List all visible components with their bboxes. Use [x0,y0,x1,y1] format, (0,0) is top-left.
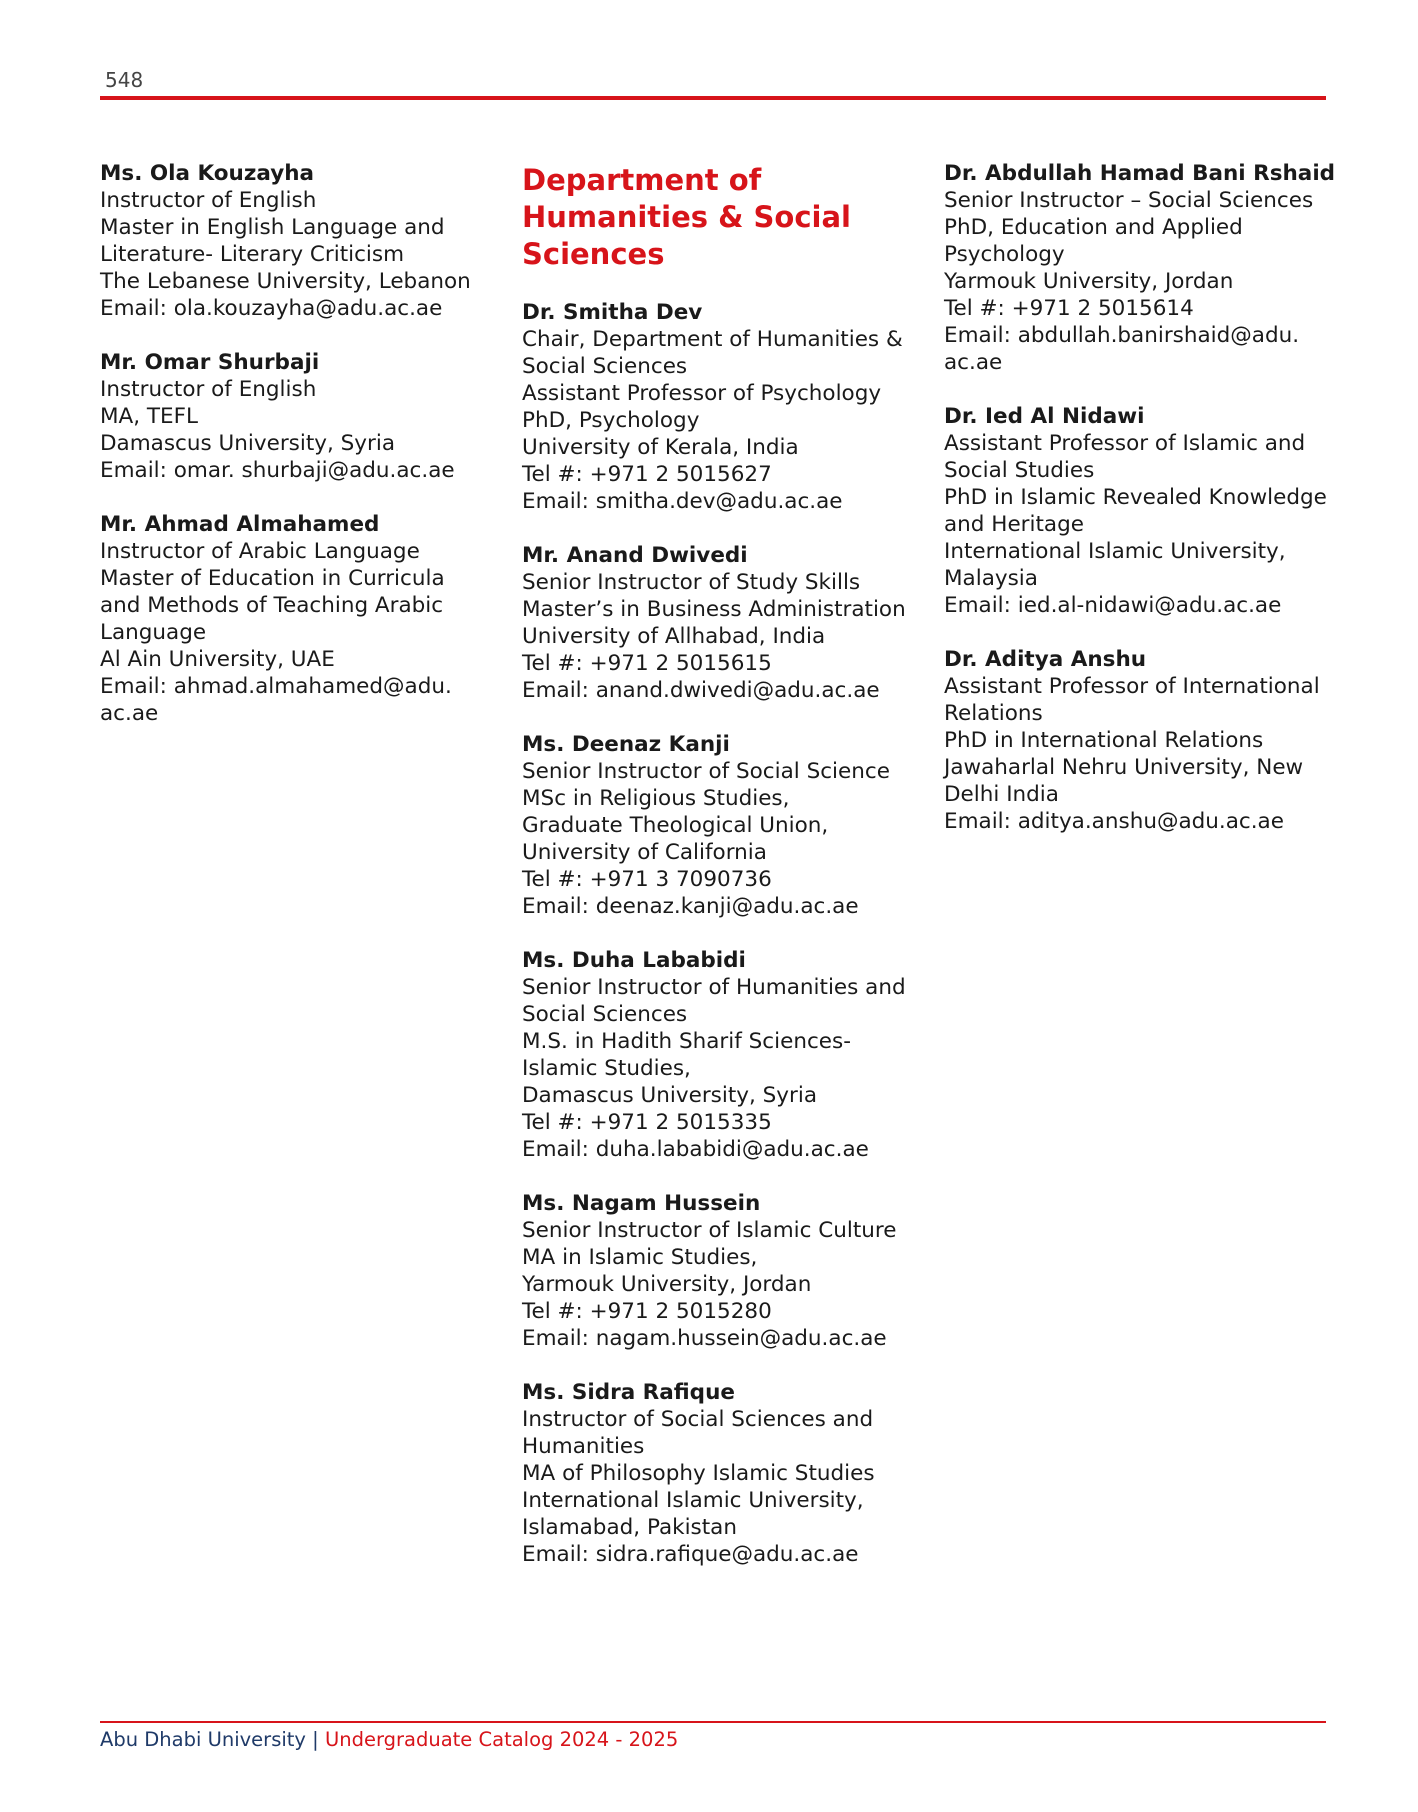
faculty-detail: MSc in Religious Studies, [522,786,790,811]
faculty-name: Ms. Nagam Hussein [522,1191,761,1216]
faculty-detail: University of Kerala, India [522,435,799,460]
faculty-name: Ms. Duha Lababidi [522,948,746,973]
footer-separator: | [312,1728,319,1751]
faculty-detail: Instructor of Social Sciences and [522,1407,874,1432]
faculty-email: Email: smitha.dev@adu.ac.ae [522,489,843,514]
faculty-entry [522,1190,922,1352]
faculty-entry [522,1379,922,1568]
faculty-detail: Relations [944,701,1043,726]
faculty-entry [100,511,500,727]
faculty-name: Mr. Omar Shurbaji [100,350,320,375]
faculty-email: Email: anand.dwivedi@adu.ac.ae [522,678,880,703]
faculty-phone: Tel #: +971 2 5015615 [522,651,772,676]
faculty-detail: University of Allhabad, India [522,624,826,649]
faculty-phone: Tel #: +971 2 5015280 [522,1299,772,1324]
faculty-entry [100,349,500,484]
faculty-name: Ms. Ola Kouzayha [100,161,315,186]
faculty-detail: International Islamic University, [522,1488,864,1513]
faculty-detail: Social Sciences [522,354,688,379]
faculty-detail: MA, TEFL [100,404,198,429]
faculty-email: Email: ahmad.almahamed@adu. [100,674,452,699]
faculty-entry [944,403,1344,619]
faculty-entry [100,160,500,322]
faculty-detail: PhD in Islamic Revealed Knowledge [944,485,1327,510]
faculty-detail: PhD in International Relations [944,728,1264,753]
department-title-line: Humanities & Social [522,200,851,234]
faculty-detail: Damascus University, Syria [522,1083,818,1108]
faculty-detail: Literature- Literary Criticism [100,242,405,267]
faculty-entry [522,542,922,704]
faculty-detail: Instructor of Arabic Language [100,539,420,564]
faculty-name: Ms. Deenaz Kanji [522,732,730,757]
faculty-detail: Senior Instructor of Study Skills [522,570,861,595]
faculty-entry [944,160,1344,376]
faculty-detail: Senior Instructor of Islamic Culture [522,1218,897,1243]
faculty-detail: Instructor of English [100,188,317,213]
faculty-detail: M.S. in Hadith Sharif Sciences- [522,1029,851,1054]
faculty-name: Dr. Ied Al Nidawi [944,404,1145,429]
faculty-email: Email: sidra.rafique@adu.ac.ae [522,1542,859,1567]
faculty-detail: Social Studies [944,458,1095,483]
footer-university: Abu Dhabi University [100,1728,306,1751]
faculty-phone: Tel #: +971 2 5015627 [522,462,772,487]
faculty-detail: Yarmouk University, Jordan [522,1272,812,1297]
faculty-email: Email: nagam.hussein@adu.ac.ae [522,1326,887,1351]
faculty-entry [944,646,1344,835]
faculty-detail: Master’s in Business Administration [522,597,906,622]
faculty-name: Dr. Abdullah Hamad Bani Rshaid [944,161,1336,186]
faculty-email: ac.ae [944,350,1003,375]
faculty-detail: Chair, Department of Humanities & [522,327,903,352]
faculty-email: Email: duha.lababidi@adu.ac.ae [522,1137,869,1162]
faculty-detail: Senior Instructor of Social Science [522,759,890,784]
faculty-detail: MA in Islamic Studies, [522,1245,758,1270]
faculty-phone: Tel #: +971 3 7090736 [522,867,772,892]
faculty-name: Ms. Sidra Rafique [522,1380,735,1405]
faculty-email: Email: ola.kouzayha@adu.ac.ae [100,296,443,321]
faculty-column-3 [944,160,1344,862]
faculty-name: Mr. Ahmad Almahamed [100,512,380,537]
faculty-detail: Graduate Theological Union, [522,813,829,838]
faculty-detail: PhD, Education and Applied [944,215,1243,240]
faculty-detail: The Lebanese University, Lebanon [100,269,471,294]
faculty-detail: Delhi India [944,782,1059,807]
faculty-detail: Malaysia [944,566,1038,591]
faculty-detail: Social Sciences [522,1002,688,1027]
faculty-detail: and Methods of Teaching Arabic [100,593,444,618]
header-rule [100,96,1326,100]
faculty-column-1 [100,160,500,754]
faculty-detail: Assistant Professor of Psychology [522,381,882,406]
department-title [522,162,922,273]
faculty-entry [522,299,922,515]
faculty-email: Email: abdullah.banirshaid@adu. [944,323,1300,348]
department-title-line: Department of [522,163,762,197]
faculty-detail: Master in English Language and [100,215,445,240]
faculty-detail: Islamabad, Pakistan [522,1515,737,1540]
faculty-detail: Assistant Professor of International [944,674,1320,699]
faculty-entry [522,731,922,920]
faculty-detail: Psychology [944,242,1065,267]
faculty-name: Dr. Aditya Anshu [944,647,1147,672]
faculty-name: Mr. Anand Dwivedi [522,543,748,568]
faculty-entry [522,947,922,1163]
faculty-detail: Language [100,620,207,645]
faculty-email: Email: aditya.anshu@adu.ac.ae [944,809,1284,834]
faculty-detail: Damascus University, Syria [100,431,396,456]
faculty-detail: Assistant Professor of Islamic and [944,431,1306,456]
faculty-detail: Humanities [522,1434,645,1459]
faculty-detail: Instructor of English [100,377,317,402]
department-title-line: Sciences [522,237,665,271]
faculty-column-2 [522,160,922,1595]
footer-rule [100,1721,1326,1723]
faculty-detail: Islamic Studies, [522,1056,691,1081]
faculty-detail: MA of Philosophy Islamic Studies [522,1461,875,1486]
faculty-detail: Senior Instructor – Social Sciences [944,188,1314,213]
faculty-detail: and Heritage [944,512,1084,537]
footer-catalog: Undergraduate Catalog 2024 - 2025 [324,1728,679,1751]
faculty-detail: International Islamic University, [944,539,1286,564]
faculty-detail: Jawaharlal Nehru University, New [944,755,1304,780]
faculty-email: Email: ied.al-nidawi@adu.ac.ae [944,593,1282,618]
faculty-detail: PhD, Psychology [522,408,700,433]
faculty-name: Dr. Smitha Dev [522,300,703,325]
faculty-detail: Senior Instructor of Humanities and [522,975,906,1000]
faculty-phone: Tel #: +971 2 5015614 [944,296,1194,321]
faculty-phone: Tel #: +971 2 5015335 [522,1110,772,1135]
faculty-detail: Al Ain University, UAE [100,647,335,672]
faculty-detail: Yarmouk University, Jordan [944,269,1234,294]
faculty-email: Email: deenaz.kanji@adu.ac.ae [522,894,859,919]
faculty-email: ac.ae [100,701,159,726]
faculty-detail: University of California [522,840,767,865]
page-footer [100,1728,678,1751]
faculty-email: Email: omar. shurbaji@adu.ac.ae [100,458,455,483]
faculty-detail: Master of Education in Curricula [100,566,445,591]
page-number: 548 [105,68,144,92]
